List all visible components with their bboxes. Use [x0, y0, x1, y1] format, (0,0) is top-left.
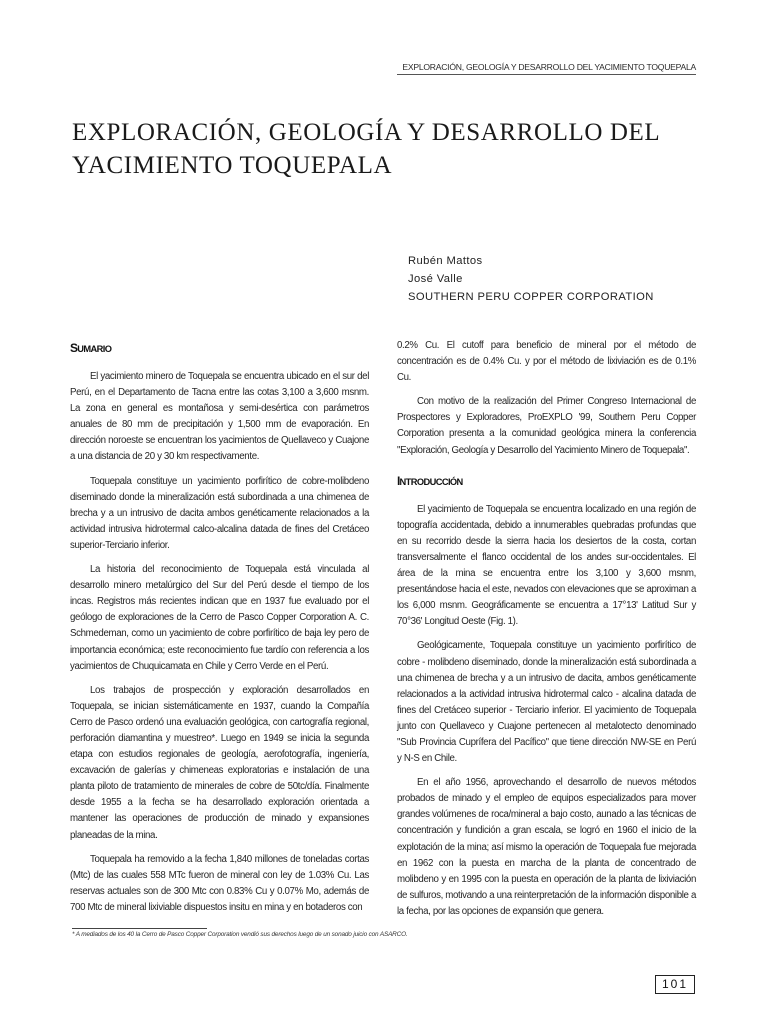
body-paragraph: Toquepala constituye un yacimiento porfirítico de cobre-molibdeno diseminado donde la mineralización está subordinada a una chimenea de brecha y a un intrusivo de dacita ambos genéticamente relacionados a la actividad intrusiva hidrotermal calco-alcalina datada de fines del Cretáceo superior-Terciario inferior.	[70, 475, 369, 551]
footnote-rule	[72, 928, 207, 929]
author-name: José Valle	[408, 273, 463, 285]
heading-initial: S	[70, 341, 78, 355]
body-paragraph: Toquepala ha removido a la fecha 1,840 millones de toneladas cortas (Mtc) de las cuales 558 MTc fueron de mineral con ley de 1.03% Cu. Las reservas actuales son de 300 Mtc con 0.83% Cu y 0.07% Mo, además de 700 Mtc de mineral lixiviable dispuestos insitu en mina y en botaderos con	[70, 853, 369, 913]
body-paragraph: La historia del reconocimiento de Toquepala está vinculada al desarrollo minero metalúrgico del Sur del Perú desde el tiempo de los incas. Registros más recientes indican que en 1937 fue evaluado por el geólogo de exploraciones de la Cerro de Pasco Copper Corporation A. C. Schmedeman, como un yacimiento de cobre porfirítico de baja ley pero de importancia económica; este reconocimiento fue tardío con referencia a los yacimientos de Chuquicamata en Chile y Cerro Verde en el Perú.	[70, 564, 369, 672]
author-block	[408, 252, 708, 306]
body-paragraph: En el año 1956, aprovechando el desarrollo de nuevos métodos probados de minado y el empleo de equipos especializados para mover grandes volúmenes de roca/mineral a bajo costo, aunado a las técnicas de concentración y fundición a gran escala, se logró en 1960 el inicio de la explotación de la mina; así mismo la operación de Toquepala fue mejorada en 1962 con la puesta en marcha de la planta de concentrado de molibdeno y en 1995 con la puesta en operación de la planta de lixiviación de sulfuros, motivando a una reinterpretación de la información disponible a la fecha, por las opciones de expansión que genera.	[397, 777, 696, 917]
body-paragraph: Geológicamente, Toquepala constituye un yacimiento porfirítico de cobre - molibdeno diseminado, donde la mineralización está subordinada a una chimenea de brecha y a un intrusivo de dacita, ambos genéticamente relacionados a la actividad intrusiva hidrotermal calco - alcalina datada de fines del Cretáceo superior - Terciario inferior. El yacimiento de Toquepala junto con Quellaveco y Cuajone pertenecen al metalotecto denominado "Sub Provincia Cuprífera del Pacífico" que tiene dirección NW-SE en Perú y N-S en Chile.	[397, 640, 696, 765]
heading-initial: I	[397, 473, 400, 488]
body-paragraph: El yacimiento minero de Toquepala se encuentra ubicado en el sur del Perú, en el Departamento de Tacna entre las cotas 3,100 a 3,600 msnm. La zona en general es montañosa y semi-desértica con parámetros anuales de 80 mm de precipitación y 1,500 mm de evaporación. En dirección noroeste se encuentran los yacimientos de Quellaveco y Cuajone a una distancia de 20 y 30 km respectivamente.	[70, 371, 369, 463]
heading-rest: NTRODUCCIÓN	[399, 476, 463, 487]
page-number: 101	[655, 975, 695, 994]
author-affiliation: SOUTHERN PERU COPPER CORPORATION	[408, 291, 654, 303]
body-paragraph: El yacimiento de Toquepala se encuentra localizado en una región de topografía accidentada, debido a innumerables quebradas profundas que en su recorrido desde la sierra hacia los desiertos de la costa, cortan transversalmente el flanco occidental de los andes sur-occidentales. El área de la mina se encuentra entre los 3,100 y 3,600 msnm, presentándose hacia el este, nevados con elevaciones que se aproximan a los 6,000 msnm. Geográficamente se encuentra a 17°13' Latitud Sur y 70°36' Longitud Oeste (Fig. 1).	[397, 503, 696, 628]
body-paragraph: 0.2% Cu. El cutoff para beneficio de mineral por el método de concentración es de 0.4% Cu. y por el método de lixiviación es de 0.1% Cu.	[397, 340, 696, 384]
left-column	[70, 338, 369, 924]
article-title: EXPLORACIÓN, GEOLOGÍA Y DESARROLLO DEL YACIMIENTO TOQUEPALA	[72, 119, 660, 179]
footnote: * A mediados de los 40 la Cerro de Pasco Copper Corporation vendió sus derechos luego de un sonado juicio con ASARCO.	[72, 931, 408, 938]
right-column	[397, 338, 696, 928]
section-heading-introduccion	[397, 473, 696, 490]
running-head: EXPLORACIÓN, GEOLOGÍA Y DESARROLLO DEL YACIMIENTO TOQUEPALA	[402, 62, 696, 72]
body-paragraph: Los trabajos de prospección y exploración desarrollados en Toquepala, se inician sistemáticamente en 1937, cuando la Compañía Cerro de Pasco ordenó una evaluación geológica, con cartografía regional, perforación diamantina y muestreo*. Luego en 1949 se inicia la segunda etapa con estudios regionales de geología, aerofotografía, ingeniería, excavación de galerías y chimeneas exploratorias e instalación de una planta piloto de tratamiento de minerales de cobre de 50tc/día. Finalmente desde 1955 a la fecha se ha desarrollado exploración orientada a mantener las operaciones de producción de minado y expansiones planeadas de la mina.	[70, 684, 369, 841]
author-name: Rubén Mattos	[408, 255, 483, 267]
body-paragraph: Con motivo de la realización del Primer Congreso Internacional de Prospectores y Exploradores, ProEXPLO '99, Southern Peru Copper Corporation presenta a la comunidad geológica minera la conferencia "Exploración, Geología y Desarrollo del Yacimiento Minero de Toquepala".	[397, 396, 696, 456]
heading-rest: UMARIO	[77, 344, 112, 354]
running-head-rule	[397, 74, 696, 75]
section-heading-sumario	[70, 340, 369, 357]
